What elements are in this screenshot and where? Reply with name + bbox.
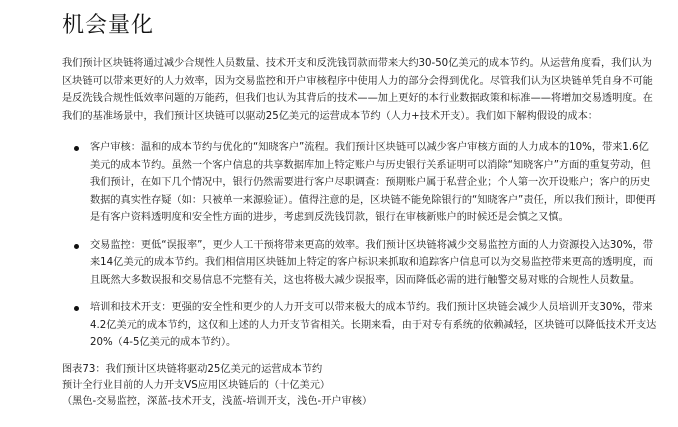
caption-line-1: 图表73：我们预计区块链将驱动25亿美元的运营成本节约 (62, 363, 323, 375)
list-item-training-tech (62, 299, 658, 352)
bullet-icon (74, 306, 79, 311)
list-item-text: 客户审核：温和的成本节约与优化的“知晓客户”流程。我们预计区块链可以减少客户审核方面的人力成本的10%，带来1.6亿美元的成本节约。虽然一个客户信息的共享数据库加上特定账户与历史银行关系证明可以消除“知晓客户”方面的重复劳动，但我们预计，在如下几个情况中，银行仍然需要进行客户尽职调查：预期账户属于私营企业；个人第一次开设账户；客户的历史数据的真实性存疑（如：只被单一来源验证）。值得注意的是，区块链不能免除银行的“知晓客户”责任，所以我们预计，即便再是有客户资料透明度和安全性方面的进步，考虑到反洗钱罚款，银行在审核新账户的时候还是会慎之又慎。 (90, 142, 656, 223)
list-item-text: 培训和技术开支：更强的安全性和更少的人力开支可以带来极大的成本节约。我们预计区块链会减少人员培训开支30%，带来4.2亿美元的成本节约，这仅和上述的人力开支节省相关。长期来看，由于对专有系统的依赖减轻，区块链可以降低技术开支达20%（4-5亿美元的成本节约）。 (90, 302, 657, 348)
list-item-transaction-monitoring (62, 237, 658, 290)
bullet-icon (74, 146, 79, 151)
list-item-customer-review (62, 139, 658, 227)
figure-caption (62, 362, 658, 410)
bullet-icon (74, 244, 79, 249)
caption-line-3: （黑色-交易监控，深蓝-技术开支，浅蓝-培训开支，浅色-开户审核） (62, 395, 373, 407)
list-item-text: 交易监控：更低“误报率”，更少人工干预将带来更高的效率。我们预计区块链将减少交易监控方面的人力资源投入达30%，带来14亿美元的成本节约。我们相信用区块链加上特定的客户标识来抓取和追踪客户信息可以为交易监控带来更高的透明度，而且既然大多数误报和交易信息不完整有关，这也将极大减少误报率，因而降低必需的进行触警交易对账的合规性人员数量。 (90, 239, 654, 286)
assumption-list (62, 139, 658, 352)
caption-line-2: 预计全行业目前的人力开支VS应用区块链后的（十亿美元） (62, 379, 331, 391)
intro-paragraph: 我们预计区块链将通过减少合规性人员数量、技术开支和反洗钱罚款而带来大约30-50亿美元的成本节约。从运营角度看，我们认为区块链可以带来更好的人力效率，因为交易监控和开户审核程序中使用人力的部分会得到优化。尽管我们认为区块链单凭自身不可能是反洗钱合规性低效率问题的万能药，但我们也认为其背后的技术——加上更好的本行业数据政策和标准——将增加交易透明度。在我们的基准场景中，我们预计区块链可以驱动25亿美元的运营成本节约（人力+技术开支）。我们如下解构假设的成本： (62, 58, 653, 122)
page-title: 机会量化 (62, 13, 155, 38)
